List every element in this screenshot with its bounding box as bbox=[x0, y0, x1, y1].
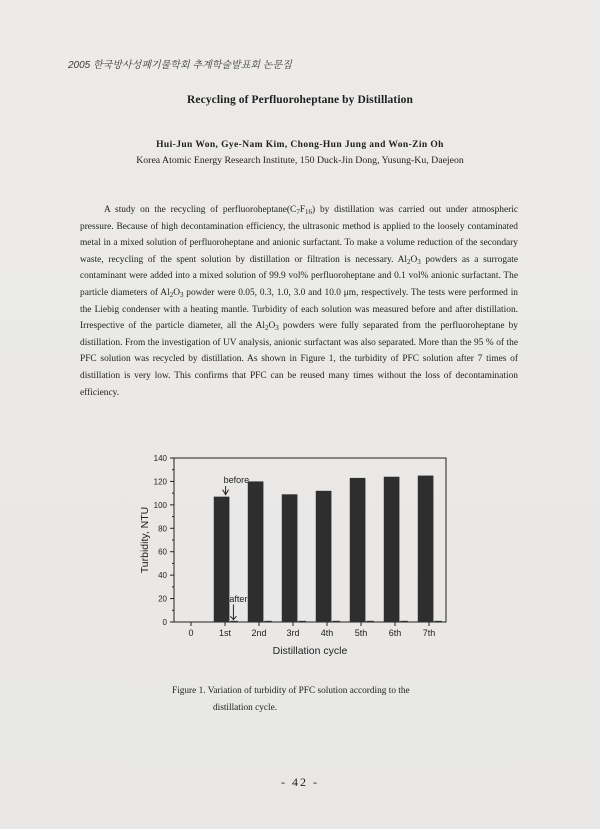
x-axis-title: Distillation cycle bbox=[272, 645, 348, 657]
subscript: 3 bbox=[275, 324, 279, 333]
bar-before bbox=[248, 481, 264, 622]
bar-after bbox=[264, 621, 271, 622]
bar-before bbox=[350, 478, 366, 622]
x-tick-label: 4th bbox=[320, 628, 334, 638]
y-tick-label: 40 bbox=[158, 571, 167, 581]
x-tick-label: 6th bbox=[388, 628, 402, 638]
abstract-text: F bbox=[299, 205, 306, 215]
figure-caption bbox=[172, 683, 462, 716]
x-tick-label: 3rd bbox=[286, 628, 300, 638]
x-tick-label: 7th bbox=[422, 628, 436, 638]
abstract-text: A study on the recycling of perfluoroheptane(C bbox=[104, 205, 297, 215]
abstract-text: O bbox=[410, 254, 418, 265]
bar-before bbox=[282, 494, 298, 622]
x-tick-label: 0 bbox=[188, 628, 194, 638]
subscript: 2 bbox=[264, 324, 269, 333]
bar-after bbox=[366, 621, 373, 622]
subscript: 16 bbox=[305, 208, 313, 216]
caption-line-2: distillation cycle. bbox=[213, 702, 278, 713]
annotation-before: before bbox=[223, 475, 250, 485]
chart-svg bbox=[130, 448, 460, 663]
abstract-text: powders as a surrogate contaminant were added into a mixed solution of 99.9 vol% perfluoroheptane and 0.1 vol% anionic surfactant. The particle diameters of Al bbox=[80, 254, 518, 298]
y-axis-title: Turbidity, NTU bbox=[139, 506, 151, 574]
page-number: - 42 - bbox=[281, 775, 319, 789]
abstract-text: O bbox=[268, 321, 276, 332]
abstract-body bbox=[80, 202, 518, 401]
author-list: Hui-Jun Won, Gye-Nam Kim, Chong-Hun Jung and Won-Zin Oh bbox=[156, 140, 444, 150]
x-tick-label: 5th bbox=[354, 628, 368, 638]
bar-before bbox=[316, 491, 332, 622]
y-tick-label: 100 bbox=[153, 500, 167, 510]
y-tick-label: 20 bbox=[158, 594, 167, 604]
abstract-paragraph bbox=[80, 202, 518, 401]
subscript: 3 bbox=[179, 290, 184, 299]
subscript: 7 bbox=[296, 208, 300, 216]
annotation-after: after bbox=[229, 594, 248, 605]
subscript: 2 bbox=[407, 257, 411, 266]
abstract-text: powders were fully separated from the perfluoroheptane by distillation. From the investigation of UV analysis, anionic surfactant was also separated. More than the 95 % of the PFC solution was recycled by distillation. As shown in Figure 1, the turbidity of PFC solution after 7 times of distillation is very low. This confirms that PFC can be reused many times without the loss of decontamination efficiency. bbox=[80, 321, 518, 398]
bar-after bbox=[400, 621, 407, 622]
bar-before bbox=[418, 476, 434, 622]
y-tick-label: 0 bbox=[162, 618, 167, 627]
y-tick-label: 60 bbox=[158, 547, 167, 557]
running-header: 2005 한국방사성폐기물학회 추계학술발표회 논문집 bbox=[68, 60, 292, 71]
bar-before bbox=[384, 477, 400, 622]
bar-after bbox=[434, 621, 441, 622]
caption-line-1: Figure 1. Variation of turbidity of PFC solution according to the bbox=[172, 686, 410, 696]
subscript: 3 bbox=[417, 257, 421, 266]
bar-after bbox=[298, 621, 305, 622]
y-tick-label: 140 bbox=[153, 454, 167, 463]
paper-title: Recycling of Perfluoroheptane by Distillation bbox=[187, 94, 413, 106]
turbidity-chart bbox=[130, 448, 460, 663]
x-tick-label: 2nd bbox=[251, 628, 267, 638]
subscript: 2 bbox=[169, 290, 174, 299]
bar-after bbox=[230, 621, 237, 622]
y-tick-label: 80 bbox=[158, 524, 167, 534]
y-tick-label: 120 bbox=[153, 477, 167, 487]
bar-before bbox=[214, 497, 230, 622]
x-tick-label: 1st bbox=[218, 628, 232, 638]
abstract-text: ) by distillation was carried out under atmospheric pressure. Because of high decontamination efficiency, the ultrasonic method is applied to the loosely contaminated metal in a mixed solution of perfluoroheptane and anionic surfactant. To make a volume reduction of the secondary waste, recycling of the spent solution by distillation or filtration is necessary. Al bbox=[80, 205, 518, 265]
affiliation: Korea Atomic Energy Research Institute, 150 Duck-Jin Dong, Yusung-Ku, Daejeon bbox=[136, 155, 464, 166]
bar-after bbox=[332, 621, 339, 622]
abstract-text: powder were 0.05, 0.3, 1.0, 3.0 and 10.0 μm, respectively. The tests were performed in the Liebig condenser with a heating mantle. Turbidity of each solution was measured before and after distillation. Irrespective of the particle diameter, all the Al bbox=[80, 287, 518, 332]
abstract-text: O bbox=[173, 287, 180, 298]
